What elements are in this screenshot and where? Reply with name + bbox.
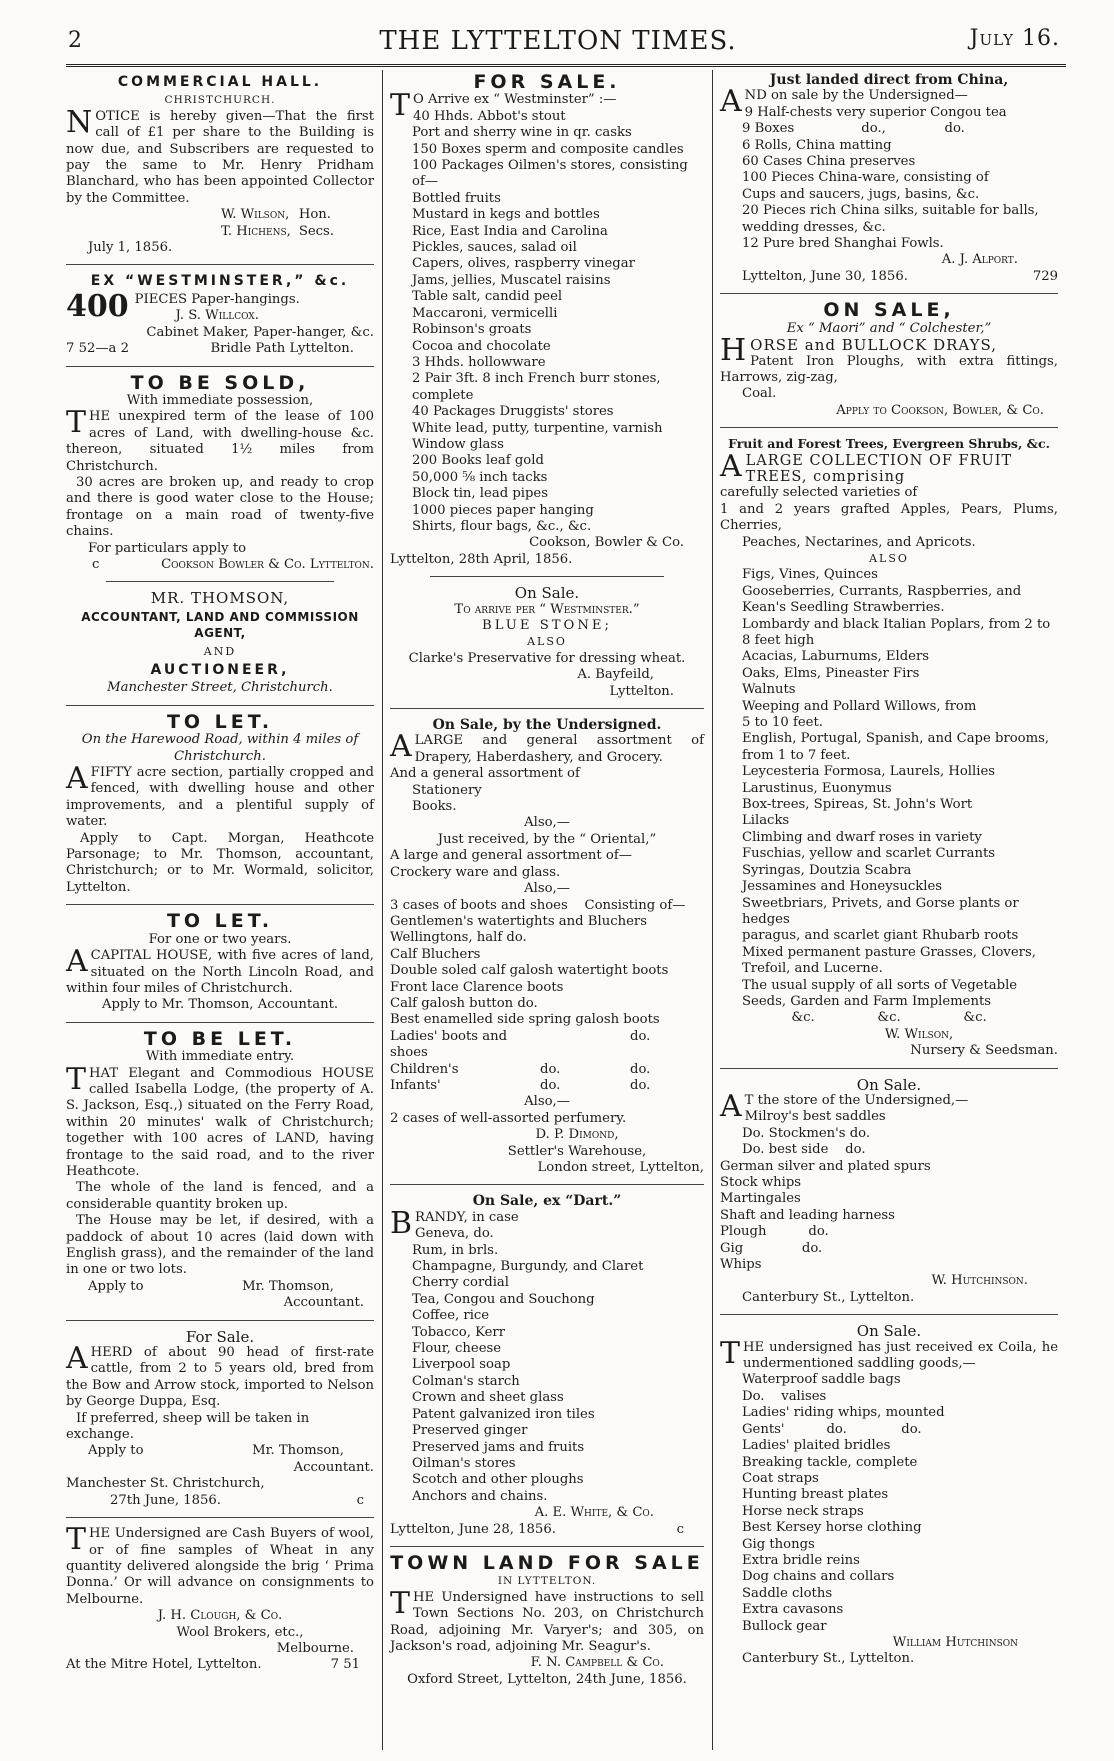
ad-text: ALSO xyxy=(527,635,567,649)
list-item: Fuschias, yellow and scarlet Currants xyxy=(742,846,996,862)
ad-separator xyxy=(720,1314,1058,1315)
ad-body: 1 and 2 years grafted Apples, Pears, Plums, Cherries, xyxy=(720,501,1058,534)
list-item: Calf Bluchers xyxy=(390,946,481,962)
list-item: Robinson's groats xyxy=(412,322,532,338)
list-item: Double soled calf galosh watertight boots xyxy=(390,963,669,979)
ad-body: PIECES Paper-hangings. xyxy=(134,291,300,307)
ad-body: BLUE STONE; xyxy=(482,618,612,633)
list-item: Mixed permanent pasture Grasses, Clovers, Trefoil, and Lucerne. xyxy=(742,944,1036,977)
item-list xyxy=(720,1372,1058,1635)
ad-to-let-1 xyxy=(66,710,374,896)
item-list xyxy=(720,567,1058,1010)
ad-heading: Fruit and Forest Trees, Evergreen Shrubs, &c. xyxy=(728,436,1050,452)
list-item: Wellingtons, half do. xyxy=(390,930,527,946)
address: Bridle Path Lyttelton. xyxy=(210,341,354,357)
list-item: Table salt, candid peel xyxy=(412,289,563,305)
list-item: 40 Hhds. Abbot's stout xyxy=(413,108,566,124)
list-item: 150 Boxes sperm and composite candles xyxy=(412,141,684,157)
mark: c xyxy=(676,1521,684,1537)
list-item: Bottled fruits xyxy=(412,190,501,206)
ref-number: 729 xyxy=(1032,268,1058,284)
list-item: Kean's Seedling Strawberries. xyxy=(742,600,945,616)
ad-subheading: With immediate possession, xyxy=(126,392,314,408)
ad-body: 3 cases of boots and shoes Consisting of— xyxy=(390,897,686,913)
ad-blue-stone xyxy=(390,585,704,700)
ad-subheading: Ex “ Maori” and “ Colchester,” xyxy=(786,320,992,336)
ad-apply: Apply to Mr. Thomson, Accountant. xyxy=(101,997,339,1013)
ad-text: AND xyxy=(203,644,237,658)
ad-heading: TO BE LET. xyxy=(143,1027,297,1050)
ad-apply: For particulars apply to xyxy=(88,540,247,556)
ad-body: AT the store of the Undersigned,— xyxy=(720,1088,969,1124)
list-item: Jessamines and Honeysuckles xyxy=(742,879,943,895)
list-item: Larustinus, Euonymus xyxy=(742,780,892,796)
ad-text: Also,— xyxy=(524,815,570,831)
list-item: 1000 pieces paper hanging xyxy=(412,502,594,518)
list-item: Waterproof saddle bags xyxy=(742,1372,901,1388)
ad-separator xyxy=(720,427,1058,428)
list-item: Block tin, lead pipes xyxy=(412,486,549,502)
trade: Wool Brokers, etc., xyxy=(176,1624,304,1640)
item-list xyxy=(720,1109,1058,1158)
list-item: Gig thongs xyxy=(742,1536,815,1552)
list-item: Plough do. xyxy=(720,1224,829,1240)
ad-commercial-hall xyxy=(66,74,374,256)
ad-undersigned xyxy=(390,717,704,1176)
title-label: Accountant. xyxy=(293,1459,374,1475)
signature: D. P. Dimond, xyxy=(535,1127,619,1143)
list-item: Tea, Congou and Souchong xyxy=(412,1291,595,1307)
list-item: Ladies' plaited bridles xyxy=(742,1438,891,1454)
list-item: Colman's starch xyxy=(412,1373,520,1389)
signature: F. N. Campbell & Co. xyxy=(530,1655,664,1671)
list-item: Pickles, sauces, salad oil xyxy=(412,240,577,256)
item-list xyxy=(390,914,704,1029)
masthead-rule xyxy=(66,64,1066,67)
signature: Mr. Thomson, xyxy=(252,1443,344,1459)
ad-body: The whole of the land is fenced, and a considerable quantity broken up. xyxy=(66,1180,374,1212)
list-item: The usual supply of all sorts of Vegetable Seeds, Garden and Farm Implements xyxy=(742,977,1018,1009)
list-item: Front lace Clarence boots xyxy=(390,979,564,995)
list-item: Climbing and dwarf roses in variety xyxy=(742,829,982,845)
list-item: Best enamelled side spring galosh boots xyxy=(390,1012,660,1028)
list-item: 60 Cases China preserves xyxy=(742,154,916,170)
list-item: 2 Pair 3ft. 8 inch French burr stones, complete xyxy=(412,371,661,403)
ad-subheading: With immediate entry. xyxy=(145,1049,295,1065)
ad-apply: Apply to xyxy=(88,1278,144,1294)
ad-heading: COMMERCIAL HALL. xyxy=(117,74,323,90)
list-item: Flour, cheese xyxy=(412,1341,502,1357)
address: Canterbury St., Lyttelton. xyxy=(742,1289,915,1305)
list-item: Syringas, Doutzia Scabra xyxy=(742,862,912,878)
title-label: Secs. xyxy=(298,223,334,239)
ad-body: Stationery xyxy=(412,782,482,798)
ad-body: And a general assortment of xyxy=(390,766,580,782)
ad-body: THE undersigned has just received ex Coila, he undermentioned saddling goods,— xyxy=(720,1335,1058,1372)
list-item: Preserved jams and fruits xyxy=(412,1439,585,1455)
list-item: Maccaroni, vermicelli xyxy=(412,305,558,321)
list-item: 3 Hhds. hollowware xyxy=(412,354,546,370)
list-item: 40 Packages Druggists' stores xyxy=(412,404,614,420)
ad-subheading: CHRISTCHURCH. xyxy=(164,94,276,107)
list-item: Gentlemen's watertights and Bluchers xyxy=(390,913,647,929)
list-item: Mustard in kegs and bottles xyxy=(412,207,600,223)
column-divider xyxy=(712,70,713,1750)
list-item: English, Portugal, Spanish, and Cape brooms, from 1 to 7 feet. xyxy=(742,731,1050,763)
ad-body: Peaches, Nectarines, and Apricots. xyxy=(742,534,976,550)
list-item: Do. best side do. xyxy=(742,1142,866,1158)
signature: William Hutchinson xyxy=(892,1634,1018,1650)
ad-body: HORSE and BULLOCK DRAYS, xyxy=(720,333,998,369)
list-item: 100 Pieces China-ware, consisting of xyxy=(742,170,989,186)
signature: J. H. Clough, & Co. xyxy=(157,1608,283,1624)
list-item: Martingales xyxy=(720,1191,801,1207)
list-item: Patent galvanized iron tiles xyxy=(412,1406,595,1422)
ad-body: Books. xyxy=(412,799,457,815)
ad-to-be-sold xyxy=(66,371,374,574)
column-2 xyxy=(390,72,704,1694)
list-item: 9 Boxes do., do. xyxy=(742,121,965,137)
ad-heading: ON SALE, xyxy=(823,299,955,322)
ad-thomson xyxy=(66,590,374,696)
ad-heading: For Sale. xyxy=(185,1327,255,1346)
list-item: Coat straps xyxy=(742,1470,819,1486)
ad-subheading: AUCTIONEER, xyxy=(150,662,290,678)
mark: c xyxy=(356,1492,364,1508)
ad-china xyxy=(720,72,1058,285)
ad-text: ALSO xyxy=(869,551,909,565)
list-item: Ladies' boots and shoes xyxy=(390,1028,508,1061)
ad-apply: Apply to Capt. Morgan, Heathcote Parsonage; to Mr. Thomson, accountant, Christchurch; or to Mr. Wormald, solicitor, Lyttelton. xyxy=(66,830,374,895)
ad-body: 30 acres are broken up, and ready to crop and there is good water close to the House; frontage on a main road of twenty-five chains. xyxy=(66,474,374,540)
ad-separator xyxy=(390,1546,704,1547)
list-item: Jams, jellies, Muscatel raisins xyxy=(412,272,611,288)
list-item: Sweetbriars, Privets, and Gorse plants or hedges xyxy=(742,895,1019,927)
list-item: Stock whips xyxy=(720,1175,802,1190)
ad-body: To arrive per “ Westminster.” xyxy=(454,601,640,617)
ad-drays xyxy=(720,299,1058,419)
list-item: Tobacco, Kerr xyxy=(412,1324,506,1340)
list-item: Breaking tackle, complete xyxy=(742,1454,918,1470)
list-item: Weeping and Pollard Willows, from xyxy=(742,698,977,714)
ad-heading: FOR SALE. xyxy=(473,71,621,93)
ad-date: Lyttelton, June 28, 1856. xyxy=(390,1521,556,1537)
address: Lyttelton. xyxy=(609,683,674,699)
ad-body: BRANDY, in case xyxy=(390,1205,519,1241)
page-number: 2 xyxy=(68,28,82,53)
ad-separator xyxy=(66,705,374,706)
ad-body: ALARGE and general assortment of Drapery, Haberdashery, and Grocery. xyxy=(390,729,704,765)
ad-subheading: IN LYTTELTON. xyxy=(497,1575,597,1588)
address: Melbourne. xyxy=(276,1640,354,1656)
ad-body: ALARGE COLLECTION OF FRUIT TREES, comprising xyxy=(720,448,1013,485)
address: Manchester St. Christchurch, xyxy=(66,1476,265,1492)
ad-body: Patent Iron Ploughs, with extra fittings, Harrows, zig-zag, xyxy=(720,353,1058,385)
list-item: Liverpool soap xyxy=(412,1357,511,1373)
list-item: Rum, in brls. xyxy=(412,1242,499,1258)
list-item: Do. Stockmen's do. xyxy=(742,1125,871,1141)
list-item: White lead, putty, turpentine, varnish xyxy=(412,420,663,436)
column-divider xyxy=(382,70,383,1750)
ad-body: THE Undersigned are Cash Buyers of wool, or of fine samples of Wheat in any quantity delivered alongside the brig ‘ Prima Donna.’ Or will advance on consignments to Melbourne. xyxy=(66,1522,374,1607)
list-item: Scotch and other ploughs xyxy=(412,1472,584,1488)
ad-separator xyxy=(66,904,374,905)
ad-body: Clarke's Preservative for dressing wheat. xyxy=(408,650,686,666)
trade: Settler's Warehouse, xyxy=(507,1143,647,1159)
signature: W. Wilson, xyxy=(220,207,290,223)
ad-heading: TOWN LAND FOR SALE xyxy=(390,1551,704,1574)
ad-body: If preferred, sheep will be taken in exchange. xyxy=(66,1410,310,1443)
ref-number: 7 51 xyxy=(330,1657,360,1673)
ad-subheading: ACCOUNTANT, LAND AND COMMISSION AGENT, xyxy=(81,609,359,641)
ad-date: Lyttelton, 28th April, 1856. xyxy=(390,551,573,567)
ad-heading: On Sale, by the Undersigned. xyxy=(432,717,662,734)
ad-trees xyxy=(720,436,1058,1059)
ad-body: carefully selected varieties of xyxy=(720,485,918,501)
list-item: Gents' do. do. xyxy=(742,1421,922,1437)
list-item: Cocoa and chocolate xyxy=(412,338,551,354)
ad-heading: On Sale. xyxy=(856,1075,922,1094)
ad-text: Also,— xyxy=(524,881,570,897)
ad-body: AHERD of about 90 head of first-rate cattle, from 2 to 5 years old, bred from the Bow and Arrow stock, imported to Nelson by George Duppa, Esq. xyxy=(66,1341,374,1410)
item-list xyxy=(390,1226,704,1505)
signature: A. Bayfeild, xyxy=(577,667,654,683)
list-item: paragus, and scarlet giant Rhubarb roots xyxy=(742,928,1019,944)
ad-text: Also,— xyxy=(524,1094,570,1110)
masthead xyxy=(38,20,1078,60)
newspaper-title: THE LYTTELTON TIMES. xyxy=(379,26,737,56)
ref-number: 7 52—a 2 xyxy=(66,341,129,357)
address: Oxford Street, Lyttelton, 24th June, 1856. xyxy=(407,1671,687,1687)
issue-date: July 16. xyxy=(969,26,1060,51)
ad-body: THE unexpired term of the lease of 100 acres of Land, with dwelling-house &c. thereon, situated 1½ miles from Christchurch. xyxy=(66,405,374,474)
address: Canterbury St., Lyttelton. xyxy=(742,1651,915,1667)
ad-separator xyxy=(720,1068,1058,1069)
list-item: 5 to 10 feet. xyxy=(742,715,823,731)
list-item: 100 Packages Oilmen's stores, consisting of— xyxy=(412,158,688,190)
ad-body: ACAPITAL HOUSE, with five acres of land, situated on the North Lincoln Road, and within four miles of Christchurch. xyxy=(66,944,374,996)
item-list xyxy=(720,105,1058,253)
list-item: 9 Half-chests very superior Congou tea xyxy=(744,104,1007,120)
list-item: 12 Pure bred Shanghai Fowls. xyxy=(742,236,944,252)
list-item: Capers, olives, raspberry vinegar xyxy=(412,256,635,272)
ad-separator xyxy=(66,1022,374,1023)
title-label: Hon. xyxy=(298,207,331,223)
ad-dart xyxy=(390,1193,704,1538)
address: At the Mitre Hotel, Lyttelton. xyxy=(66,1657,262,1673)
list-item: Lombardy and black Italian Poplars, from 2 to 8 feet high xyxy=(742,616,1051,648)
ad-body: THAT Elegant and Commodious HOUSE called Isabella Lodge, (the property of A. S. Jackson, Esq.,) situated on the Ferry Road, within 20 minutes' walk of Christchurch; together with 100 acres of LAND, having frontage to the said road, and to the river Heathcote. xyxy=(66,1061,374,1179)
ad-westminster xyxy=(66,273,374,357)
ad-date: July 1, 1856. xyxy=(88,240,173,256)
list-item: Ladies' riding whips, mounted xyxy=(742,1405,945,1421)
list-item: Lilacks xyxy=(742,813,790,829)
item-list xyxy=(720,1159,1058,1274)
title-label: Nursery & Seedsman. xyxy=(910,1043,1058,1059)
ad-for-sale-westminster xyxy=(390,71,704,568)
ad-heading: MR. THOMSON, xyxy=(150,589,290,608)
list-item: do. xyxy=(630,1028,651,1044)
signature: T. Hichens, xyxy=(220,223,291,239)
list-item: Oaks, Elms, Pineaster Firs xyxy=(742,665,920,681)
list-item: 200 Books leaf gold xyxy=(412,453,544,469)
list-item: Box-trees, Spireas, St. John's Wort xyxy=(742,797,973,813)
list-item: Extra cavasons xyxy=(742,1602,844,1618)
title-label: Accountant. xyxy=(283,1295,364,1311)
list-item: 20 Pieces rich China silks, suitable for balls, wedding dresses, &c. xyxy=(742,203,1043,235)
list-item: Cherry cordial xyxy=(412,1275,510,1291)
signature: J. S. Willcox. xyxy=(175,308,259,324)
list-item: Shirts, flour bags, &c., &c. xyxy=(412,518,592,534)
list-item: Rice, East India and Carolina xyxy=(412,223,608,239)
list-item: 50,000 ⅝ inch tacks xyxy=(412,469,548,485)
ad-body: AND on sale by the Undersigned— xyxy=(720,84,968,120)
list-item: Do. valises xyxy=(742,1388,827,1404)
list-item: Children's xyxy=(390,1061,459,1077)
ad-separator xyxy=(390,1184,704,1185)
list-item: Champagne, Burgundy, and Claret xyxy=(412,1259,644,1275)
list-item: Port and sherry wine in qr. casks xyxy=(412,125,632,141)
ad-date: Lyttelton, June 30, 1856. xyxy=(742,268,908,284)
ad-subheading: For one or two years. xyxy=(148,931,292,947)
address: Manchester Street, Christchurch. xyxy=(107,680,333,696)
ad-heading: On Sale. xyxy=(514,584,580,603)
list-item: Milroy's best saddles xyxy=(744,1109,886,1125)
quantity: 400 xyxy=(66,288,129,324)
ad-body: Coal. xyxy=(742,386,777,402)
list-item: Leycesteria Formosa, Laurels, Hollies xyxy=(742,764,996,780)
list-item: Gig do. xyxy=(720,1240,823,1256)
signature: Cookson, Bowler & Co. xyxy=(529,535,684,551)
list-item: Saddle cloths xyxy=(742,1585,833,1601)
signature: W. Wilson, xyxy=(884,1026,954,1042)
trade: Cabinet Maker, Paper-hanger, &c. xyxy=(146,324,374,340)
ad-heading: TO LET. xyxy=(166,710,274,733)
list-item: Anchors and chains. xyxy=(412,1488,548,1504)
ad-separator xyxy=(66,366,374,367)
ad-heading: TO LET. xyxy=(166,910,274,933)
ad-town-land xyxy=(390,1551,704,1688)
ad-text: &c. xyxy=(963,1010,987,1026)
list-item: Preserved ginger xyxy=(412,1423,528,1439)
list-item: Figs, Vines, Quinces xyxy=(742,567,878,583)
ad-heading: On Sale, ex “Dart.” xyxy=(472,1193,622,1210)
list-item: do. xyxy=(630,1061,651,1077)
list-item: Calf galosh button do. xyxy=(390,995,538,1011)
list-item: Best Kersey horse clothing xyxy=(742,1520,922,1536)
ad-apply: Apply to xyxy=(88,1443,144,1459)
ad-coila xyxy=(720,1323,1058,1668)
ad-body: AFIFTY acre section, partially cropped and fenced, with dwelling house and other improvements, and a plentiful supply of water. xyxy=(66,761,374,830)
list-item: Walnuts xyxy=(742,682,796,698)
ad-body: TO Arrive ex “ Westminster” :— xyxy=(390,88,617,124)
ad-body: A large and general assortment of— xyxy=(390,848,632,864)
signature: A. J. Alport. xyxy=(941,252,1018,268)
ad-saddles xyxy=(720,1077,1058,1307)
list-item: Whips xyxy=(720,1257,762,1273)
ad-body: NOTICE is hereby given—That the first call of £1 per share to the Building is now due, and Subscribers are requested to pay the same to Mr. Henry Pridham Blanchard, who has been appointed Collector by the Committee. xyxy=(66,104,374,206)
ad-for-sale-cattle xyxy=(66,1329,374,1509)
list-item: do. xyxy=(540,1061,561,1077)
ad-separator xyxy=(106,581,334,582)
list-item: Hunting breast plates xyxy=(742,1487,889,1503)
ad-separator xyxy=(720,293,1058,294)
ad-date: 27th June, 1856. xyxy=(110,1492,221,1508)
ad-heading: EX “WESTMINSTER,” &c. xyxy=(90,273,350,290)
ad-body: 2 cases of well-assorted perfumery. xyxy=(390,1110,627,1126)
ad-body: Crockery ware and glass. xyxy=(390,864,561,880)
list-item: Crown and sheet glass xyxy=(412,1390,564,1406)
ad-apply: Apply to Cookson, Bowler, & Co. xyxy=(836,402,1044,418)
ad-separator xyxy=(390,708,704,709)
list-item: Shaft and leading harness xyxy=(720,1207,895,1223)
ad-body: Just received, by the “ Oriental,” xyxy=(437,831,657,847)
column-1 xyxy=(66,72,374,1680)
address: London street, Lyttelton, xyxy=(537,1160,704,1175)
signature: A. E. White, & Co. xyxy=(534,1505,654,1521)
list-item: Bullock gear xyxy=(742,1618,827,1634)
list-item: Horse neck straps xyxy=(742,1503,864,1519)
ad-separator xyxy=(430,576,664,577)
list-item: do. xyxy=(540,1077,561,1093)
signature: Mr. Thomson, xyxy=(242,1278,334,1294)
list-item: 6 Rolls, China matting xyxy=(742,137,892,153)
list-item: Coffee, rice xyxy=(412,1308,490,1324)
ad-to-let-2 xyxy=(66,910,374,1013)
signature: W. Hutchinson. xyxy=(931,1273,1028,1289)
ad-body: The House may be let, if desired, with a paddock of about 10 acres (laid down with English grass), and the remainder of the land in one or two lots. xyxy=(66,1213,374,1278)
list-item: Dog chains and collars xyxy=(742,1569,895,1585)
ad-text: &c. xyxy=(877,1010,901,1026)
ad-heading: On Sale. xyxy=(856,1322,922,1341)
ad-separator xyxy=(66,264,374,265)
list-item: Window glass xyxy=(412,436,504,452)
ad-text: &c. xyxy=(791,1010,815,1026)
list-item: Cups and saucers, jugs, basins, &c. xyxy=(742,186,980,202)
ad-separator xyxy=(66,1320,374,1321)
list-item: Acacias, Laburnums, Elders xyxy=(742,649,930,665)
signature: Cookson Bowler & Co. Lyttelton. xyxy=(161,556,374,572)
ad-body: THE Undersigned have instructions to sell Town Sections No. 203, on Christchurch Road, adjoining Mr. Varyer's; and 305, on Jackson's road, adjoining Mr. Seagur's. xyxy=(390,1585,704,1654)
item-list xyxy=(390,109,704,536)
ad-subheading: On the Harewood Road, within 4 miles of Christchurch. xyxy=(81,732,359,764)
list-item: Extra bridle reins xyxy=(742,1552,860,1568)
list-item: Geneva, do. xyxy=(415,1226,494,1242)
newspaper-page xyxy=(38,0,1078,1761)
list-item: Infants' xyxy=(390,1077,441,1093)
ad-heading: TO BE SOLD, xyxy=(130,371,310,394)
column-3 xyxy=(720,72,1058,1674)
list-item: do. xyxy=(630,1077,651,1093)
ad-clough xyxy=(66,1522,374,1674)
ad-separator xyxy=(66,1517,374,1518)
mark: c xyxy=(92,556,100,572)
ad-to-be-let xyxy=(66,1027,374,1312)
list-item: Oilman's stores xyxy=(412,1455,516,1471)
list-item: German silver and plated spurs xyxy=(720,1158,931,1174)
ad-heading: Just landed direct from China, xyxy=(769,72,1009,88)
list-item: Gooseberries, Currants, Raspberries, and xyxy=(742,583,1022,599)
